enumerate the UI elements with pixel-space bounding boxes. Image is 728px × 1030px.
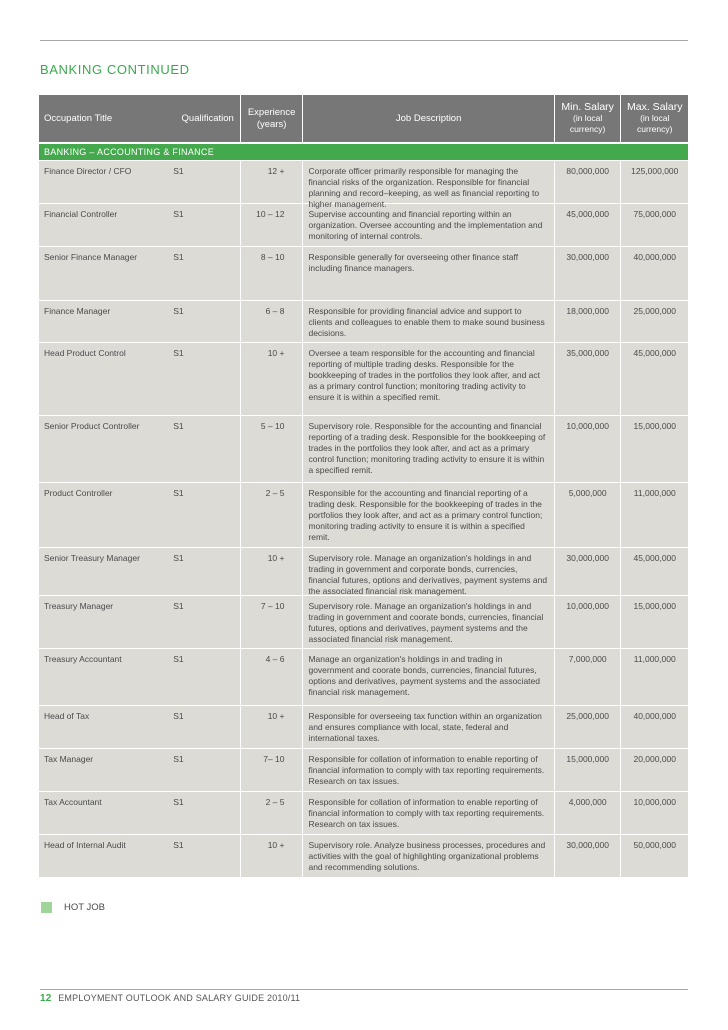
max-salary: 50,000,000 — [633, 840, 677, 850]
section-title: BANKING CONTINUED — [40, 62, 190, 77]
occupation-title: Tax Accountant — [44, 797, 102, 807]
table-header — [39, 95, 688, 142]
experience-years: 10 + — [267, 348, 285, 358]
max-salary: 20,000,000 — [633, 754, 677, 764]
job-description: Responsible for collation of information to enable reporting of financial information to comply with tax reporting requirements. Research on tax issues. — [308, 797, 545, 829]
table-row — [39, 343, 688, 416]
header-max-line3: currency) — [637, 124, 673, 134]
table-row — [39, 301, 688, 343]
header-max-line2: (in local — [640, 113, 670, 123]
min-salary: 35,000,000 — [566, 348, 609, 358]
job-description: Oversee a team responsible for the accounting and financial reporting of multiple trading desks. Responsible for the bookkeeping of trades in the portfolios they look after, and act as a primary control function; monitoring trading activity to ensure it is within a specified remit. — [308, 348, 541, 402]
qualification: S1 — [173, 488, 184, 498]
experience-years: 8 – 10 — [260, 252, 285, 262]
min-salary: 30,000,000 — [566, 553, 609, 563]
occupation-title: Financial Controller — [44, 209, 118, 219]
job-description: Responsible generally for overseeing other finance staff including finance managers. — [308, 252, 519, 273]
qualification: S1 — [173, 306, 184, 316]
table-row — [39, 161, 688, 209]
table-row — [39, 749, 688, 792]
job-description: Supervisory role. Analyze business processes, procedures and activities with the goal of highlighting organizational problems and recommending solutions. — [308, 840, 546, 872]
experience-years: 10 + — [267, 553, 285, 563]
min-salary: 10,000,000 — [566, 421, 609, 431]
qualification: S1 — [173, 553, 184, 563]
qualification: S1 — [173, 252, 184, 262]
page-number: 12 — [40, 993, 52, 1004]
min-salary: 45,000,000 — [566, 209, 609, 219]
min-salary: 15,000,000 — [566, 754, 609, 764]
hot-job-label: HOT JOB — [64, 902, 105, 913]
occupation-title: Finance Manager — [44, 306, 111, 316]
max-salary: 15,000,000 — [633, 601, 677, 611]
job-description: Manage an organization's holdings in and trading in government and coorate bonds, currencies, financial futures, options and derivatives, payment systems and the associated financial risk management. — [308, 654, 540, 697]
bottom-rule — [40, 989, 688, 990]
max-salary: 11,000,000 — [633, 488, 676, 498]
hot-job-swatch — [41, 902, 52, 913]
occupation-title: Finance Director / CFO — [44, 166, 132, 176]
footer-title: EMPLOYMENT OUTLOOK AND SALARY GUIDE 2010/11 — [58, 993, 301, 1003]
min-salary: 30,000,000 — [566, 840, 609, 850]
experience-years: 2 – 5 — [265, 797, 285, 807]
experience-years: 10 + — [267, 711, 285, 721]
table-row — [39, 204, 688, 247]
header-min-salary — [555, 95, 621, 142]
min-salary: 5,000,000 — [568, 488, 607, 498]
job-description: Responsible for providing financial advice and support to clients and colleagues to enable them to make sound business decisions. — [308, 306, 545, 338]
hot-job-legend — [41, 902, 105, 913]
qualification: S1 — [173, 797, 184, 807]
job-description: Supervisory role. Responsible for the accounting and financial reporting of a trading desk. Responsible for the bookkeeping of trades in the portfolios they look after, and act as a primary control function; monitoring trading activity to ensure it is within a specified remit. — [308, 421, 546, 475]
qualification: S1 — [173, 166, 184, 176]
max-salary: 45,000,000 — [633, 348, 677, 358]
occupation-title: Treasury Accountant — [44, 654, 122, 664]
header-experience-line2: (years) — [256, 118, 287, 130]
max-salary: 11,000,000 — [633, 654, 676, 664]
experience-years: 6 – 8 — [265, 306, 285, 316]
occupation-title: Senior Product Controller — [44, 421, 140, 431]
max-salary: 40,000,000 — [633, 711, 677, 721]
experience-years: 2 – 5 — [265, 488, 285, 498]
table-row — [39, 416, 688, 483]
occupation-title: Tax Manager — [44, 754, 94, 764]
occupation-title: Head of Internal Audit — [44, 840, 126, 850]
salary-table — [39, 95, 688, 878]
min-salary: 7,000,000 — [568, 654, 607, 664]
max-salary: 10,000,000 — [633, 797, 677, 807]
experience-years: 7 – 10 — [260, 601, 285, 611]
experience-years: 10 – 12 — [256, 209, 285, 219]
qualification: S1 — [173, 754, 184, 764]
table-body — [39, 161, 688, 878]
max-salary: 40,000,000 — [633, 252, 677, 262]
page-footer — [40, 993, 300, 1004]
occupation-title: Product Controller — [44, 488, 113, 498]
table-row — [39, 596, 688, 649]
qualification: S1 — [173, 209, 184, 219]
header-experience — [241, 95, 303, 142]
table-row — [39, 706, 688, 749]
top-rule — [40, 40, 688, 41]
qualification: S1 — [173, 654, 184, 664]
min-salary: 80,000,000 — [566, 166, 609, 176]
max-salary: 125,000,000 — [631, 166, 679, 176]
occupation-title: Treasury Manager — [44, 601, 114, 611]
experience-years: 7– 10 — [263, 754, 285, 764]
qualification: S1 — [173, 601, 184, 611]
header-min-line2: (in local — [573, 113, 603, 123]
header-min-line1: Min. Salary — [561, 101, 614, 113]
job-description: Responsible for collation of information to enable reporting of financial information to comply with tax reporting requirements. Research on tax issues. — [308, 754, 545, 786]
experience-years: 10 + — [267, 840, 285, 850]
header-max-line1: Max. Salary — [627, 101, 683, 113]
job-description: Supervisory role. Manage an organization's holdings in and trading in government and coorate bonds, currencies, financial futures, options and derivatives, payment systems and the associated financial risk management. — [308, 601, 544, 644]
qualification: S1 — [173, 711, 184, 721]
max-salary: 45,000,000 — [633, 553, 677, 563]
occupation-title: Head of Tax — [44, 711, 90, 721]
min-salary: 18,000,000 — [566, 306, 609, 316]
subsection-heading: BANKING – ACCOUNTING & FINANCE — [39, 144, 688, 160]
min-salary: 25,000,000 — [566, 711, 609, 721]
job-description: Responsible for overseeing tax function within an organization and ensures compliance with local, state, federal and international taxes. — [308, 711, 542, 743]
header-description: Job Description — [395, 113, 462, 124]
qualification: S1 — [173, 840, 184, 850]
max-salary: 15,000,000 — [633, 421, 677, 431]
job-description: Responsible for the accounting and financial reporting of a trading desk. Responsible for the bookkeeping of trades in the portfolios they look after, and act as a primary control function; monitoring trading activity to ensure it is within a specified remit. — [308, 488, 543, 542]
table-row — [39, 649, 688, 706]
occupation-title: Head Product Control — [44, 348, 126, 358]
header-qualification: Qualification — [181, 113, 234, 124]
job-description: Supervisory role. Manage an organization's holdings in and trading in government and corporate bonds, currencies, financial futures, options and derivatives, payment systems and the associated financial risk management. — [308, 553, 548, 596]
max-salary: 75,000,000 — [633, 209, 677, 219]
job-description: Supervise accounting and financial reporting within an organization. Oversee accounting and the implementation and monitoring of internal controls. — [308, 209, 543, 241]
header-max-salary — [621, 95, 688, 142]
header-experience-line1: Experience — [247, 106, 296, 118]
min-salary: 30,000,000 — [566, 252, 609, 262]
table-row — [39, 483, 688, 548]
job-description: Corporate officer primarily responsible for managing the financial risks of the organization. Responsible for financial planning and record–keeping, as well as financial reporting to higher management. — [308, 166, 540, 209]
occupation-title: Senior Finance Manager — [44, 252, 138, 262]
experience-years: 4 – 6 — [265, 654, 285, 664]
qualification: S1 — [173, 421, 184, 431]
experience-years: 5 – 10 — [260, 421, 285, 431]
header-occupation: Occupation Title — [44, 113, 113, 124]
experience-years: 12 + — [267, 166, 285, 176]
min-salary: 10,000,000 — [566, 601, 609, 611]
occupation-title: Senior Treasury Manager — [44, 553, 140, 563]
qualification: S1 — [173, 348, 184, 358]
header-min-line3: currency) — [569, 124, 606, 134]
max-salary: 25,000,000 — [633, 306, 677, 316]
table-row — [39, 247, 688, 301]
table-row — [39, 835, 688, 878]
table-row — [39, 792, 688, 835]
table-row — [39, 548, 688, 596]
min-salary: 4,000,000 — [568, 797, 607, 807]
